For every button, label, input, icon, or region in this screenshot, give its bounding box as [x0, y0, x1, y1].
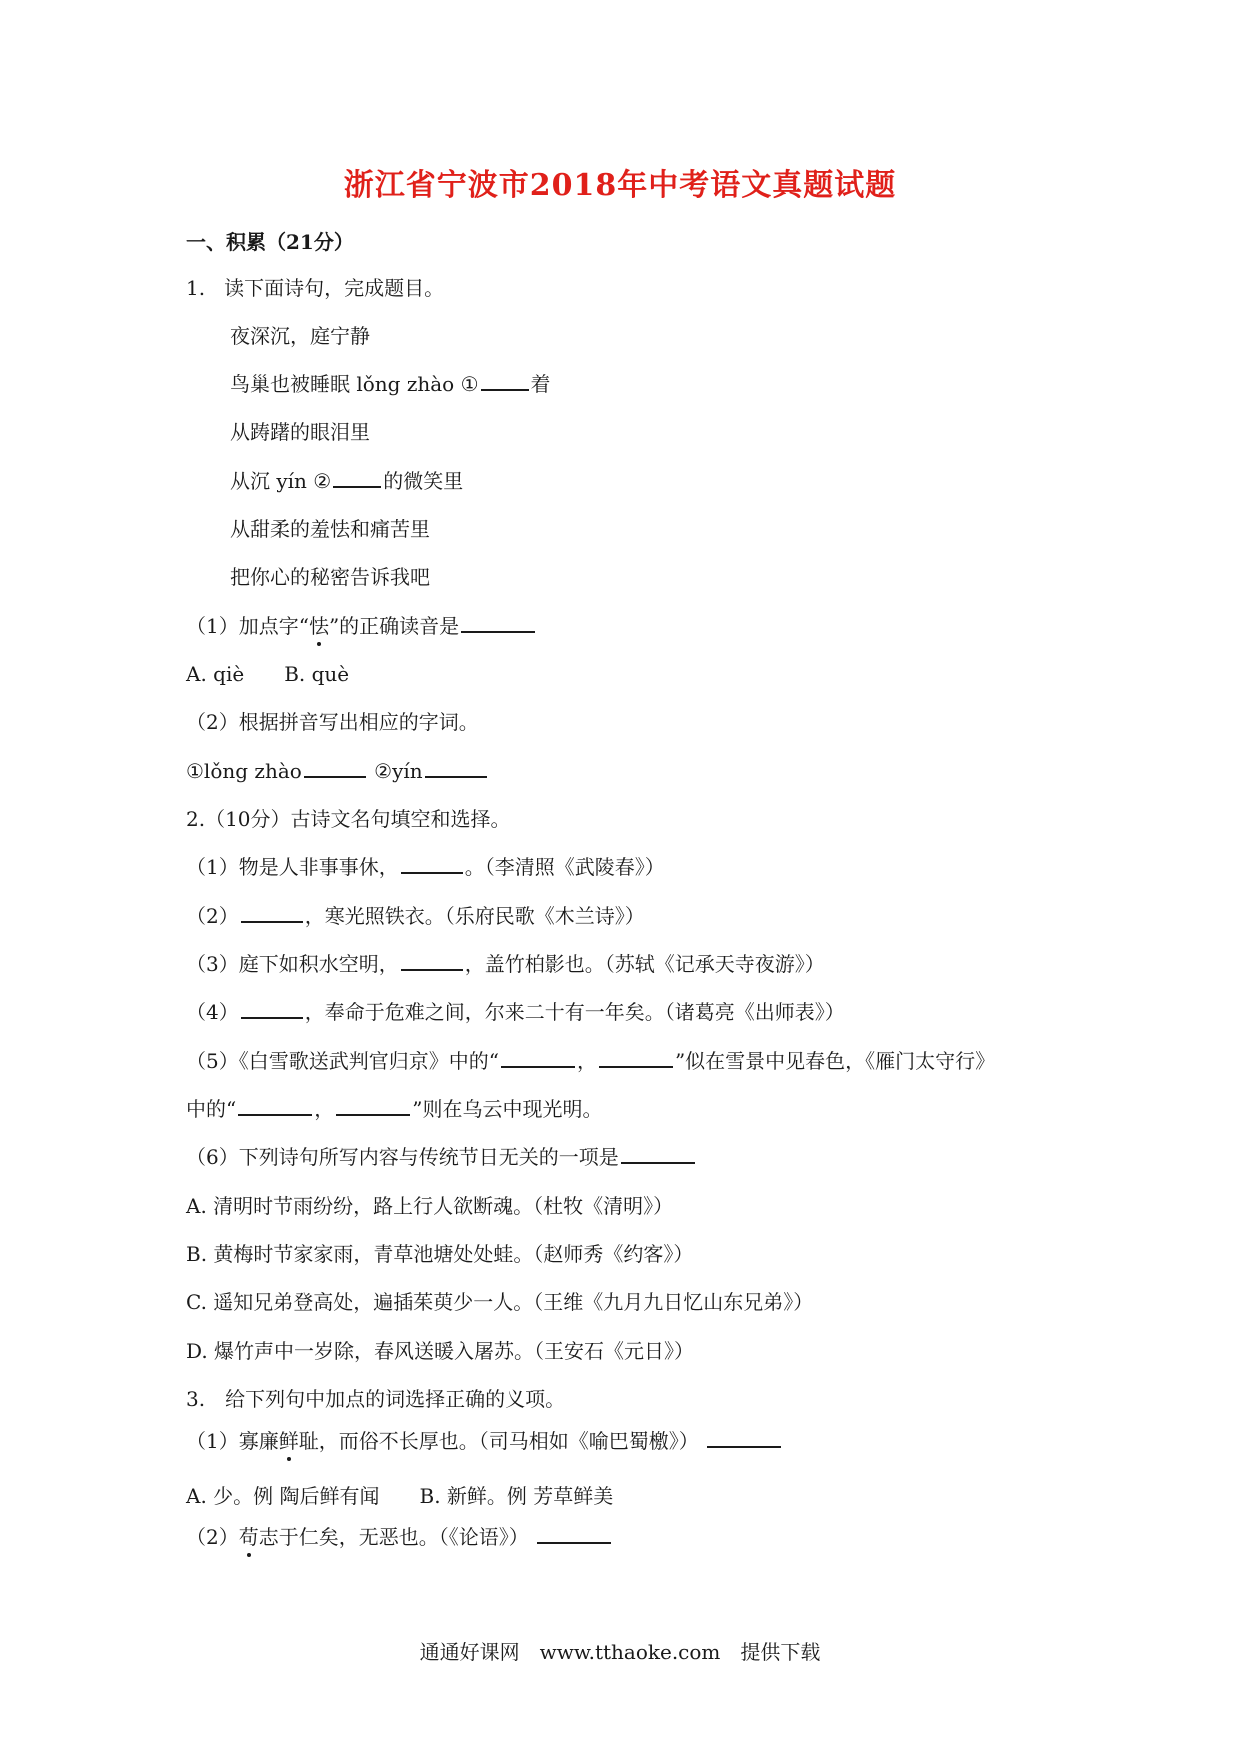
answer-blank[interactable]	[599, 1048, 673, 1068]
pinyin-prompt: ②yín	[374, 759, 423, 783]
q2-option-b: B. 黄梅时节家家雨，青草池塘处处蛙。（赵师秀《约客》）	[186, 1242, 694, 1266]
answer-blank[interactable]	[707, 1428, 781, 1448]
q2-option-c: C. 遥知兄弟登高处，遍插茱萸少一人。（王维《九月九日忆山东兄弟》）	[186, 1290, 814, 1314]
answer-blank[interactable]	[461, 613, 535, 633]
item-text: 中的“	[186, 1097, 237, 1121]
subquestion-text: （1）加点字“	[186, 614, 309, 638]
q2-item-5-cont	[186, 1095, 602, 1123]
item-text: （1）物是人非事事休，	[186, 855, 399, 879]
poem-text: 着	[530, 372, 551, 396]
item-text: （1）寡廉	[186, 1429, 279, 1453]
answer-blank[interactable]	[304, 758, 366, 778]
answer-blank[interactable]	[401, 854, 463, 874]
poem-text: 从沉 yín ②	[230, 469, 332, 493]
item-text: 志于仁矣，无恶也。（《论语》）	[258, 1525, 529, 1549]
item-text: （5）《白雪歌送武判官归京》中的“	[186, 1049, 499, 1073]
item-text: （3）庭下如积水空明，	[186, 952, 399, 976]
section-heading-text: 一、积累（21分）	[186, 230, 354, 254]
item-text: ”似在雪景中见春色，《雁门太守行》	[674, 1049, 996, 1073]
dotted-character: 鲜	[278, 1429, 299, 1453]
answer-blank[interactable]	[336, 1096, 410, 1116]
q3-item-2	[186, 1523, 613, 1551]
item-text: ，	[314, 1097, 335, 1121]
item-text: ，盖竹柏影也。（苏轼《记承天寺夜游》）	[464, 952, 825, 976]
poem-line-6: 把你心的秘密告诉我吧	[230, 565, 430, 589]
answer-blank[interactable]	[501, 1048, 575, 1068]
dotted-character: 苟	[238, 1525, 259, 1549]
answer-blank[interactable]	[241, 999, 303, 1019]
answer-blank[interactable]	[241, 903, 303, 923]
q2-item-4	[186, 998, 845, 1026]
q2-item-2	[186, 902, 645, 930]
question-1	[186, 274, 444, 302]
document-title: 浙江省宁波市2018年中考语文真题试题	[343, 168, 897, 203]
subquestion-1-2: （2）根据拼音写出相应的字词。	[186, 710, 479, 734]
q2-item-3	[186, 950, 825, 978]
answer-blank[interactable]	[333, 468, 381, 488]
item-text: ，奉命于危难之间，尔来二十有一年矣。（诸葛亮《出师表》）	[304, 1000, 845, 1024]
poem-text: 鸟巢也被睡眠 lǒng zhào ①	[230, 372, 479, 396]
item-text: （2）	[186, 904, 239, 928]
poem-line-5: 从甜柔的羞怯和痛苦里	[230, 517, 430, 541]
item-text: ，	[576, 1049, 597, 1073]
page-footer: 通通好课网 www.tthaoke.com 提供下载	[419, 1640, 821, 1664]
poem-line-4	[230, 467, 463, 495]
question-2: 2.（10分）古诗文名句填空和选择。	[186, 807, 511, 831]
item-text: （2）	[186, 1525, 239, 1549]
answer-blank[interactable]	[401, 951, 463, 971]
q2-option-a: A. 清明时节雨纷纷，路上行人欲断魂。（杜牧《清明》）	[186, 1194, 674, 1218]
dotted-character: 怯	[308, 614, 329, 638]
q3-item-1	[186, 1427, 783, 1455]
q2-item-6	[186, 1143, 697, 1171]
question-3: 3. 给下列句中加点的词选择正确的义项。	[186, 1387, 566, 1411]
answer-blank[interactable]	[481, 371, 529, 391]
answer-blank[interactable]	[621, 1144, 695, 1164]
q2-option-d: D. 爆竹声中一岁除，春风送暖入屠苏。（王安石《元日》）	[186, 1339, 695, 1363]
pinyin-prompt: ①lǒng zhào	[186, 759, 302, 783]
q2-item-5	[186, 1047, 995, 1075]
question-number: 1.	[186, 276, 206, 300]
item-text: （6）下列诗句所写内容与传统节日无关的一项是	[186, 1145, 619, 1169]
subquestion-text: ”的正确读音是	[328, 614, 460, 638]
poem-line-3: 从踌躇的眼泪里	[230, 420, 370, 444]
item-text: （4）	[186, 1000, 239, 1024]
item-text: ”则在乌云中现光明。	[412, 1097, 603, 1121]
item-text: ，寒光照铁衣。（乐府民歌《木兰诗》）	[304, 904, 645, 928]
q3-item-1-options: A. 少。例 陶后鲜有闻 B. 新鲜。例 芳草鲜美	[186, 1484, 614, 1508]
subquestion-1-2-answers	[186, 757, 489, 785]
section-heading	[186, 228, 354, 256]
item-text: 。（李清照《武陵春》）	[464, 855, 665, 879]
q2-item-1	[186, 853, 665, 881]
item-text: 耻，而俗不长厚也。（司马相如《喻巴蜀檄》）	[298, 1429, 699, 1453]
answer-blank[interactable]	[425, 758, 487, 778]
question-stem: 读下面诗句，完成题目。	[224, 276, 445, 300]
poem-text: 的微笑里	[383, 469, 464, 493]
answer-blank[interactable]	[537, 1524, 611, 1544]
subquestion-1-1-options: A. qiè B. què	[186, 662, 350, 686]
poem-line-1: 夜深沉，庭宁静	[230, 324, 370, 348]
poem-line-2	[230, 370, 551, 398]
answer-blank[interactable]	[238, 1096, 312, 1116]
subquestion-1-1	[186, 612, 537, 640]
